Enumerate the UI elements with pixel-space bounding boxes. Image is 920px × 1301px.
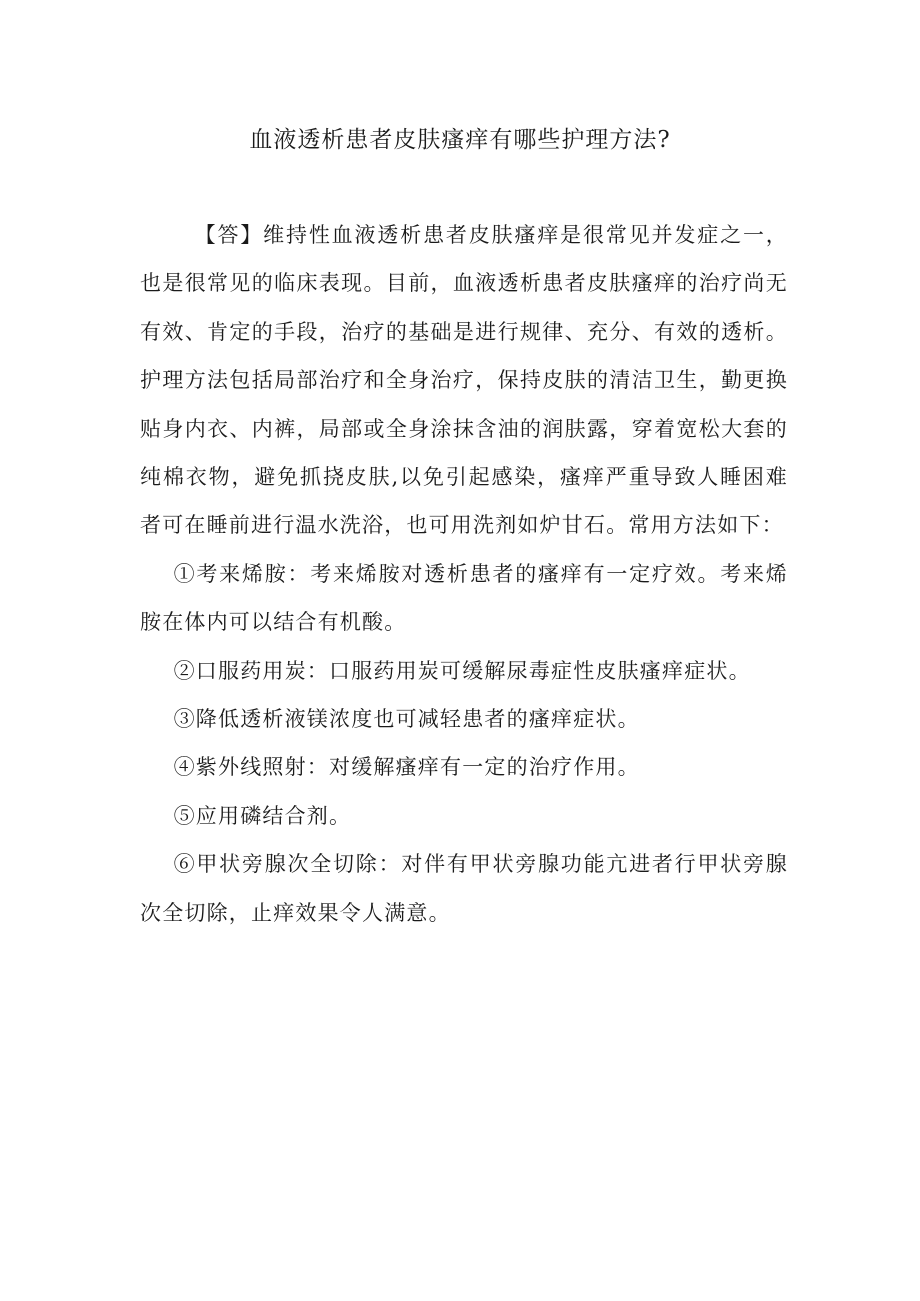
document-title: 血液透析患者皮肤瘙痒有哪些护理方法? xyxy=(249,127,671,153)
list-item: ②口服药用炭：口服药用炭可缓解尿毒症性皮肤瘙痒症状。 xyxy=(173,658,751,683)
list-item: ③降低透析液镁浓度也可减轻患者的瘙痒症状。 xyxy=(173,707,640,732)
list-item: ⑥甲状旁腺次全切除：对伴有甲状旁腺功能亢进者行甲状旁腺次全切除，止痒效果令人满意。 xyxy=(140,852,788,925)
list-item: ①考来烯胺：考来烯胺对透析患者的瘙痒有一定疗效。考来烯胺在体内可以结合有机酸。 xyxy=(140,561,788,635)
list-item: ④紫外线照射：对缓解瘙痒有一定的治疗作用。 xyxy=(173,755,640,780)
document-body xyxy=(140,211,788,937)
list-item: ⑤应用磷结合剂。 xyxy=(173,803,352,828)
intro-paragraph: 【答】维持性血液透析患者皮肤瘙痒是很常见并发症之一，也是很常见的临床表现。目前，血液透析患者皮肤瘙痒的治疗尚无有效、肯定的手段，治疗的基础是进行规律、充分、有效的透析。护理方法包括局部治疗和全身治疗，保持皮肤的清洁卫生，勤更换贴身内衣、内裤，局部或全身涂抹含油的润肤露，穿着宽松大套的纯棉衣物，避免抓挠皮肤,以免引起感染，瘙痒严重导致人睡困难者可在睡前进行温水洗浴，也可用洗剂如炉甘石。常用方法如下： xyxy=(140,223,788,538)
